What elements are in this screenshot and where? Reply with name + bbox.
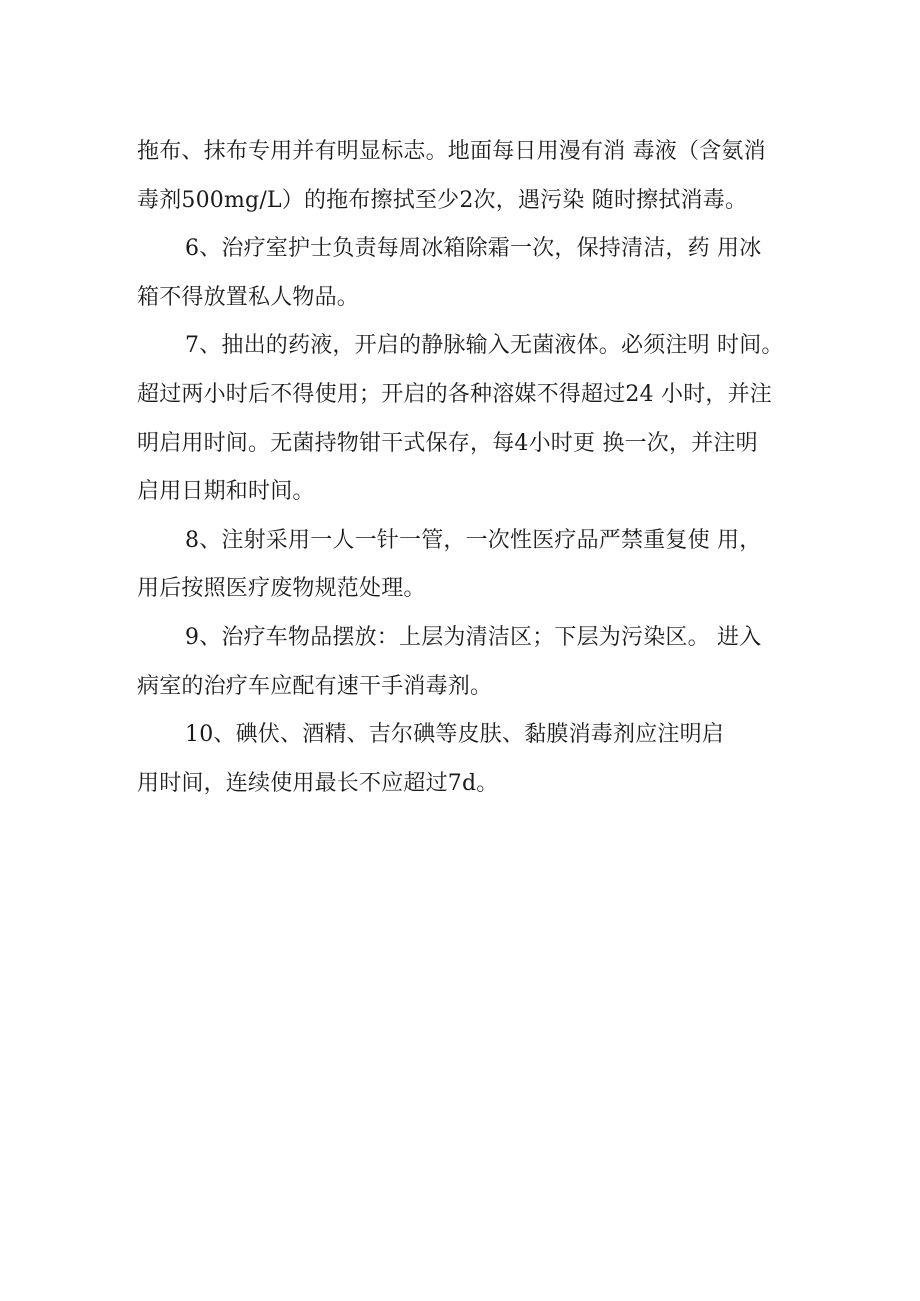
text-line: 超过两小时后不得使用；开启的各种溶媒不得超过24 小时，并注	[137, 381, 772, 407]
text-line: 10、碘伏、酒精、吉尔碘等皮肤、黏膜消毒剂应注明启	[185, 722, 724, 748]
text-line: 6、治疗室护士负责每周冰箱除霜一次，保持清洁，药 用冰	[185, 236, 762, 262]
paragraph-item-8	[137, 517, 817, 614]
text-line: 启用日期和时间。	[137, 479, 315, 505]
text-line: 7、抽出的药液，开启的静脉输入无菌液体。必须注明 时间。	[185, 333, 784, 359]
paragraph-item-6	[137, 225, 817, 322]
paragraph-item-9	[137, 614, 817, 711]
text-line: 用时间，连续使用最长不应超过7d。	[137, 770, 499, 796]
text-line: 箱不得放置私人物品。	[137, 284, 360, 310]
text-line: 病室的治疗车应配有速干手消毒剂。	[137, 673, 493, 699]
text-line: 毒剂500mg/L）的拖布擦拭至少2次，遇污染 随时擦拭消毒。	[137, 187, 748, 213]
paragraph-item-7	[137, 322, 817, 516]
text-line: 8、注射采用一人一针一管，一次性医疗品严禁重复使 用，	[185, 527, 762, 553]
text-line: 用后按照医疗废物规范处理。	[137, 576, 426, 602]
paragraph-cleaning-tools	[137, 128, 817, 225]
text-line: 明启用时间。无菌持物钳干式保存，每4小时更 换一次，并注明	[137, 430, 758, 456]
text-line: 拖布、抹布专用并有明显标志。地面每日用漫有消 毒液（含氨消	[137, 139, 766, 164]
paragraph-item-10	[137, 711, 817, 808]
document-body	[137, 128, 817, 808]
text-line: 9、治疗车物品摆放：上层为清洁区；下层为污染区。 进入	[185, 624, 762, 650]
